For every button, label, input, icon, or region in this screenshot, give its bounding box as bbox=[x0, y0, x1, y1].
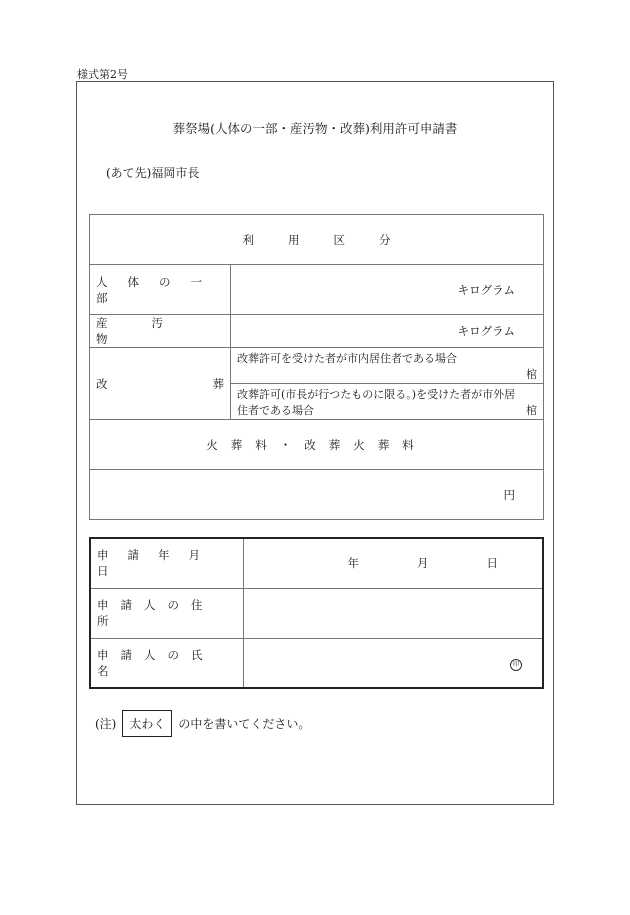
seal-icon: 印 bbox=[510, 659, 522, 671]
name-value-cell[interactable] bbox=[244, 638, 544, 688]
note-suffix: の中を書いてください。 bbox=[178, 717, 311, 731]
date-value-cell[interactable] bbox=[244, 538, 544, 588]
fee-header: 火葬料・改葬火葬料 bbox=[206, 437, 427, 452]
reburial-option2-unit: 棺 bbox=[526, 403, 537, 417]
waste-label: 産汚物 bbox=[96, 316, 207, 346]
waste-unit: キログラム bbox=[457, 324, 515, 338]
waste-value-cell[interactable] bbox=[231, 315, 544, 348]
date-month: 月 bbox=[417, 556, 429, 571]
date-day: 日 bbox=[486, 556, 498, 571]
reburial-option1-text: 改葬許可を受けた者が市内居住者である場合 bbox=[237, 351, 457, 365]
reburial-option1-cell[interactable] bbox=[231, 348, 544, 384]
date-label: 申請年月日 bbox=[97, 548, 219, 579]
body-parts-unit: キログラム bbox=[457, 282, 515, 297]
note-prefix: (注) bbox=[95, 717, 117, 731]
usage-header bbox=[90, 215, 544, 265]
date-year: 年 bbox=[347, 556, 359, 571]
fee-header-cell bbox=[90, 420, 544, 470]
date-label-cell bbox=[90, 538, 244, 588]
body-parts-label: 人体の一部 bbox=[96, 274, 222, 305]
note-box: 太わく bbox=[122, 710, 172, 737]
note bbox=[95, 710, 310, 737]
fee-value-cell[interactable] bbox=[90, 470, 544, 520]
form-number: 様式第2号 bbox=[77, 68, 128, 81]
form-frame bbox=[76, 81, 554, 805]
name-label: 申請人の氏名 bbox=[97, 647, 215, 678]
reburial-label-2: 葬 bbox=[212, 376, 224, 391]
reburial-label-1: 改 bbox=[96, 376, 108, 391]
usage-table bbox=[89, 214, 544, 520]
form-title: 葬祭場(人体の一部・産汚物・改葬)利用許可申請書 bbox=[172, 121, 458, 136]
reburial-label-cell bbox=[90, 348, 231, 420]
name-label-cell bbox=[90, 638, 244, 688]
reburial-option1-unit: 棺 bbox=[526, 367, 537, 381]
reburial-option2-cell[interactable] bbox=[231, 384, 544, 420]
fee-unit: 円 bbox=[503, 487, 515, 502]
usage-header-label: 利用区分 bbox=[242, 232, 425, 247]
address-label-cell bbox=[90, 588, 244, 638]
applicant-table bbox=[89, 537, 544, 689]
body-parts-label-cell bbox=[90, 265, 231, 315]
reburial-option2-text: 改葬許可(市長が行つたものに限る。)を受けた者が市外居住者である場合 bbox=[237, 387, 516, 417]
address-label: 申請人の住所 bbox=[97, 598, 215, 628]
address-value-cell[interactable] bbox=[244, 588, 544, 638]
body-parts-value-cell[interactable] bbox=[231, 265, 544, 315]
addressee: (あて先)福岡市長 bbox=[106, 166, 200, 180]
waste-label-cell bbox=[90, 315, 231, 348]
